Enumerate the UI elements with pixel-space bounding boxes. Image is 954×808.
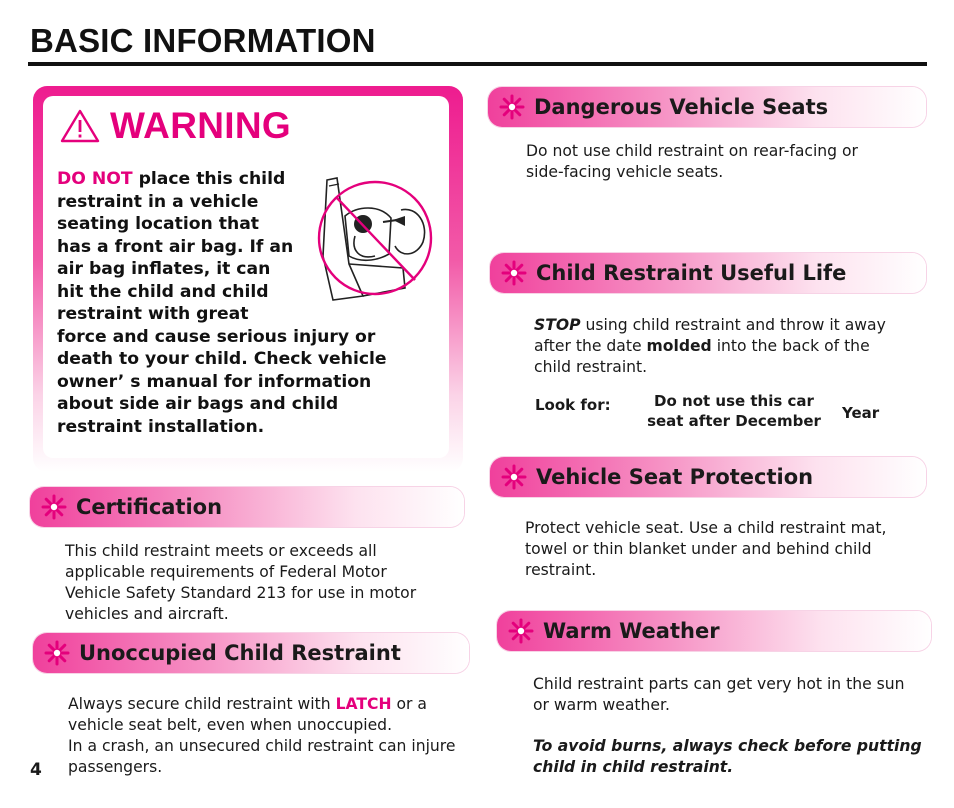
page-number: 4 <box>30 760 42 780</box>
molded-term: molded <box>646 337 712 355</box>
unoccupied-text <box>68 694 458 778</box>
date-stamp-line-1: Do not use this car <box>654 392 814 410</box>
dangerous-seats-text: Do not use child restraint on rear-facing or side-facing vehicle seats. <box>526 142 858 181</box>
unoccupied-text-line2: In a crash, an unsecured child restraint can injure passengers. <box>68 737 456 776</box>
certification-heading: Certification <box>76 495 223 519</box>
unoccupied-text-post: or a vehicle seat belt, even when unoccupied. <box>68 695 427 734</box>
asterisk-icon <box>500 259 528 287</box>
warm-weather-heading: Warm Weather <box>543 619 720 643</box>
dangerous-seats-heading-bar <box>488 87 926 127</box>
useful-life-text <box>534 315 906 378</box>
dangerous-seats-heading: Dangerous Vehicle Seats <box>534 95 829 119</box>
certification-heading-bar <box>30 487 464 527</box>
useful-life-text-1: using child restraint and throw it away after the date <box>534 316 886 355</box>
warning-box <box>33 86 463 472</box>
certification-text: This child restraint meets or exceeds all applicable requirements of Federal Motor Vehicle Safety Standard 213 for use in motor vehicles and aircraft. <box>65 542 417 623</box>
warning-triangle-icon <box>60 109 100 143</box>
seat-protection-text: Protect vehicle seat. Use a child restraint mat, towel or thin blanket under and behind child restraint. <box>525 519 887 579</box>
asterisk-icon <box>507 617 535 645</box>
year-label: Year <box>842 404 880 422</box>
asterisk-icon <box>40 493 68 521</box>
look-for-label: Look for: <box>535 396 611 414</box>
useful-life-heading: Child Restraint Useful Life <box>536 261 847 285</box>
unoccupied-heading-bar <box>33 633 469 673</box>
page-title: BASIC INFORMATION <box>30 22 376 59</box>
title-rule <box>28 62 927 66</box>
warning-do-not: DO NOT <box>57 169 133 189</box>
seat-protection-heading: Vehicle Seat Protection <box>536 465 814 489</box>
asterisk-icon <box>498 93 526 121</box>
unoccupied-text-pre: Always secure child restraint with <box>68 695 336 713</box>
warning-box-inner <box>43 96 449 458</box>
stop-term: STOP <box>534 316 581 334</box>
useful-life-heading-bar <box>490 253 926 293</box>
asterisk-icon <box>43 639 71 667</box>
unoccupied-heading: Unoccupied Child Restraint <box>79 641 401 665</box>
latch-term: LATCH <box>335 695 392 713</box>
date-stamp-text <box>634 391 834 431</box>
date-stamp-line-2: seat after December <box>647 412 821 430</box>
asterisk-icon <box>500 463 528 491</box>
warning-body: place this child restraint in a vehicle seating location that has a front air bag. If an air bag inflates, it can hit the child and child restraint with great force and cause serious injury or death to your child. Check vehicle owner’ s manual for information about side air bags and child restraint installation. <box>57 169 387 437</box>
no-airbag-illustration <box>305 176 445 306</box>
useful-life-text-2: into the back of the child restraint. <box>534 337 870 376</box>
warning-title: WARNING <box>110 105 291 146</box>
seat-protection-heading-bar <box>490 457 926 497</box>
warm-weather-text: Child restraint parts can get very hot in the sun or warm weather. <box>533 675 905 714</box>
warning-header <box>60 105 291 147</box>
warm-weather-heading-bar <box>497 611 931 651</box>
warm-weather-emphasis: To avoid burns, always check before putting child in child restraint. <box>533 737 922 776</box>
